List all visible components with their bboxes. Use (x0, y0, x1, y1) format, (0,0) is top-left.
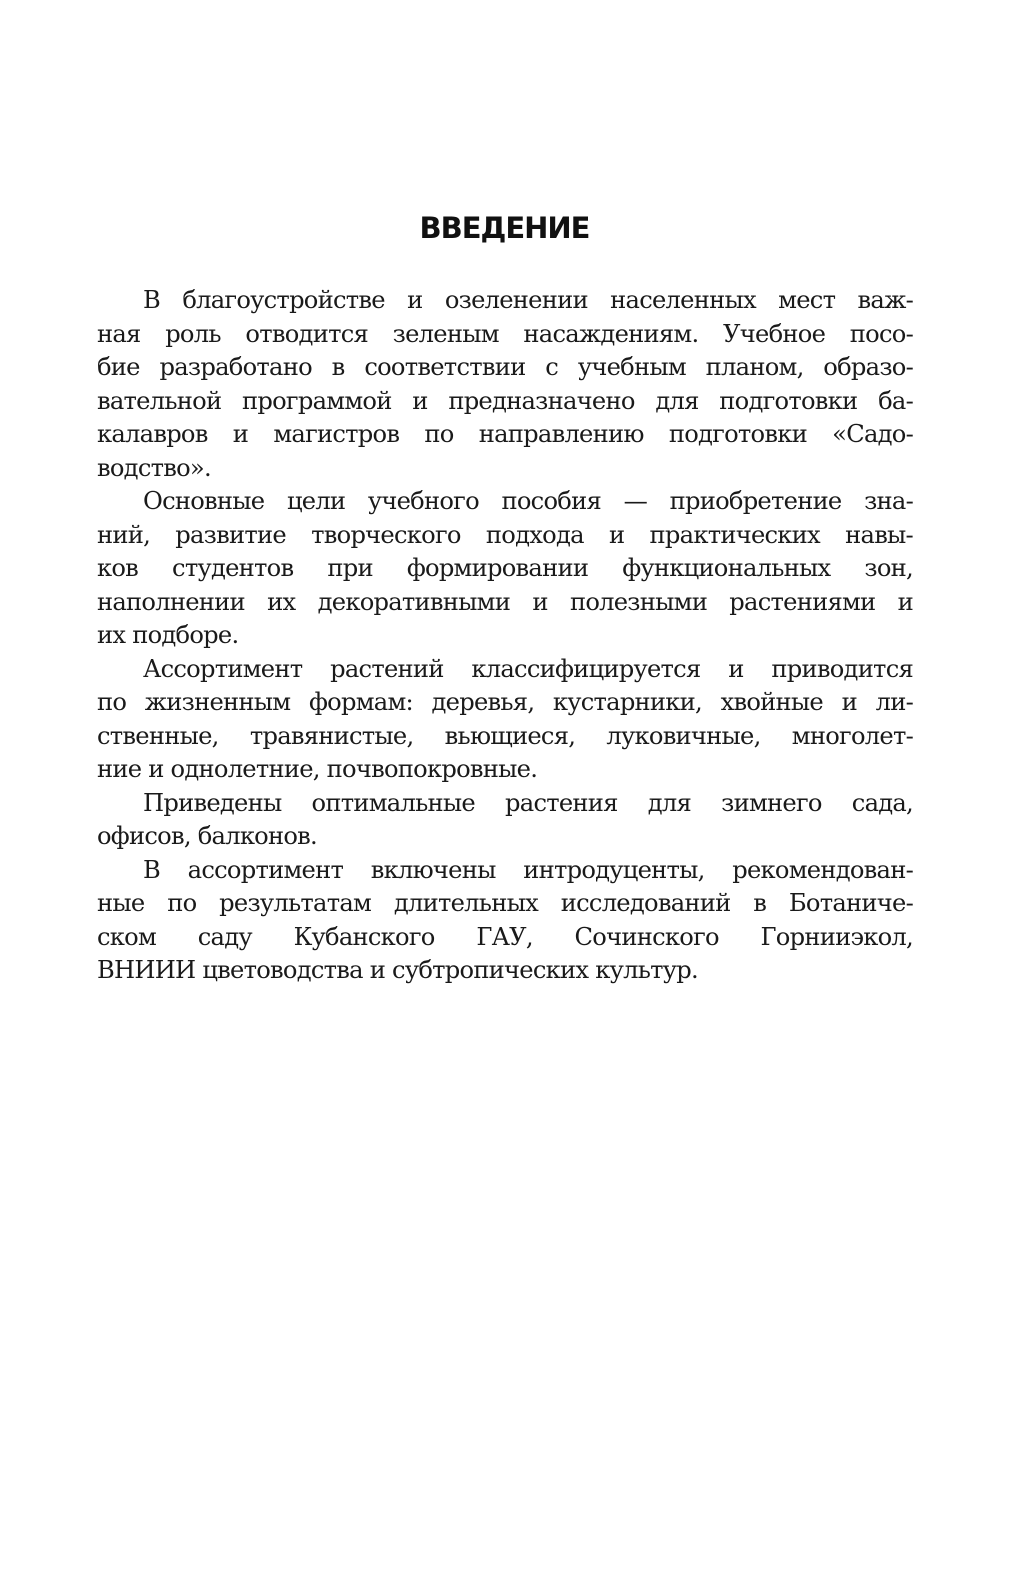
paragraph-3 (97, 653, 913, 787)
text-line: по жизненным формам: деревья, кустарники, хвойные и ли- (97, 688, 913, 716)
text-line: ском саду Кубанского ГАУ, Сочинского Горнииэкол, (97, 922, 913, 951)
text-line: калавров и магистров по направлению подготовки «Садо- (97, 420, 913, 448)
text-line: офисов, балконов. (97, 822, 317, 850)
body-text (97, 284, 913, 988)
text-line: наполнении их декоративными и полезными растениями и (97, 587, 913, 616)
text-line: ственные, травянистые, вьющиеся, луковичные, многолет- (97, 721, 913, 750)
text-line: ние и однолетние, почвопокровные. (97, 755, 538, 783)
text-line: В ассортимент включены интродуценты, рекомендован- (143, 855, 913, 884)
text-line: Ассортимент растений классифицируется и приводится (143, 654, 913, 683)
text-line: их подборе. (97, 621, 239, 649)
page-heading: ВВЕДЕНИЕ (419, 211, 590, 245)
text-line: Основные цели учебного пособия — приобретение зна- (143, 487, 913, 515)
text-line: ков студентов при формировании функциональных зон, (97, 554, 913, 582)
paragraph-2 (97, 485, 913, 653)
text-line: В благоустройстве и озеленении населенных мест важ- (143, 286, 913, 314)
text-line: ные по результатам длительных исследований в Ботаниче- (97, 889, 913, 917)
text-line: ний, развитие творческого подхода и практических навы- (97, 520, 913, 549)
text-line: Приведены оптимальные растения для зимнего сада, (143, 788, 913, 817)
paragraph-5 (97, 854, 913, 988)
paragraph-1 (97, 284, 913, 485)
text-line: водство». (97, 453, 211, 482)
text-line: бие разработано в соответствии с учебным планом, образо- (97, 353, 913, 381)
text-line: ВНИИИ цветоводства и субтропических культур. (97, 956, 698, 984)
text-line: вательной программой и предназначено для подготовки ба- (97, 386, 913, 415)
paragraph-4 (97, 787, 913, 854)
text-line: ная роль отводится зеленым насаждениям. Учебное посо- (97, 319, 913, 348)
